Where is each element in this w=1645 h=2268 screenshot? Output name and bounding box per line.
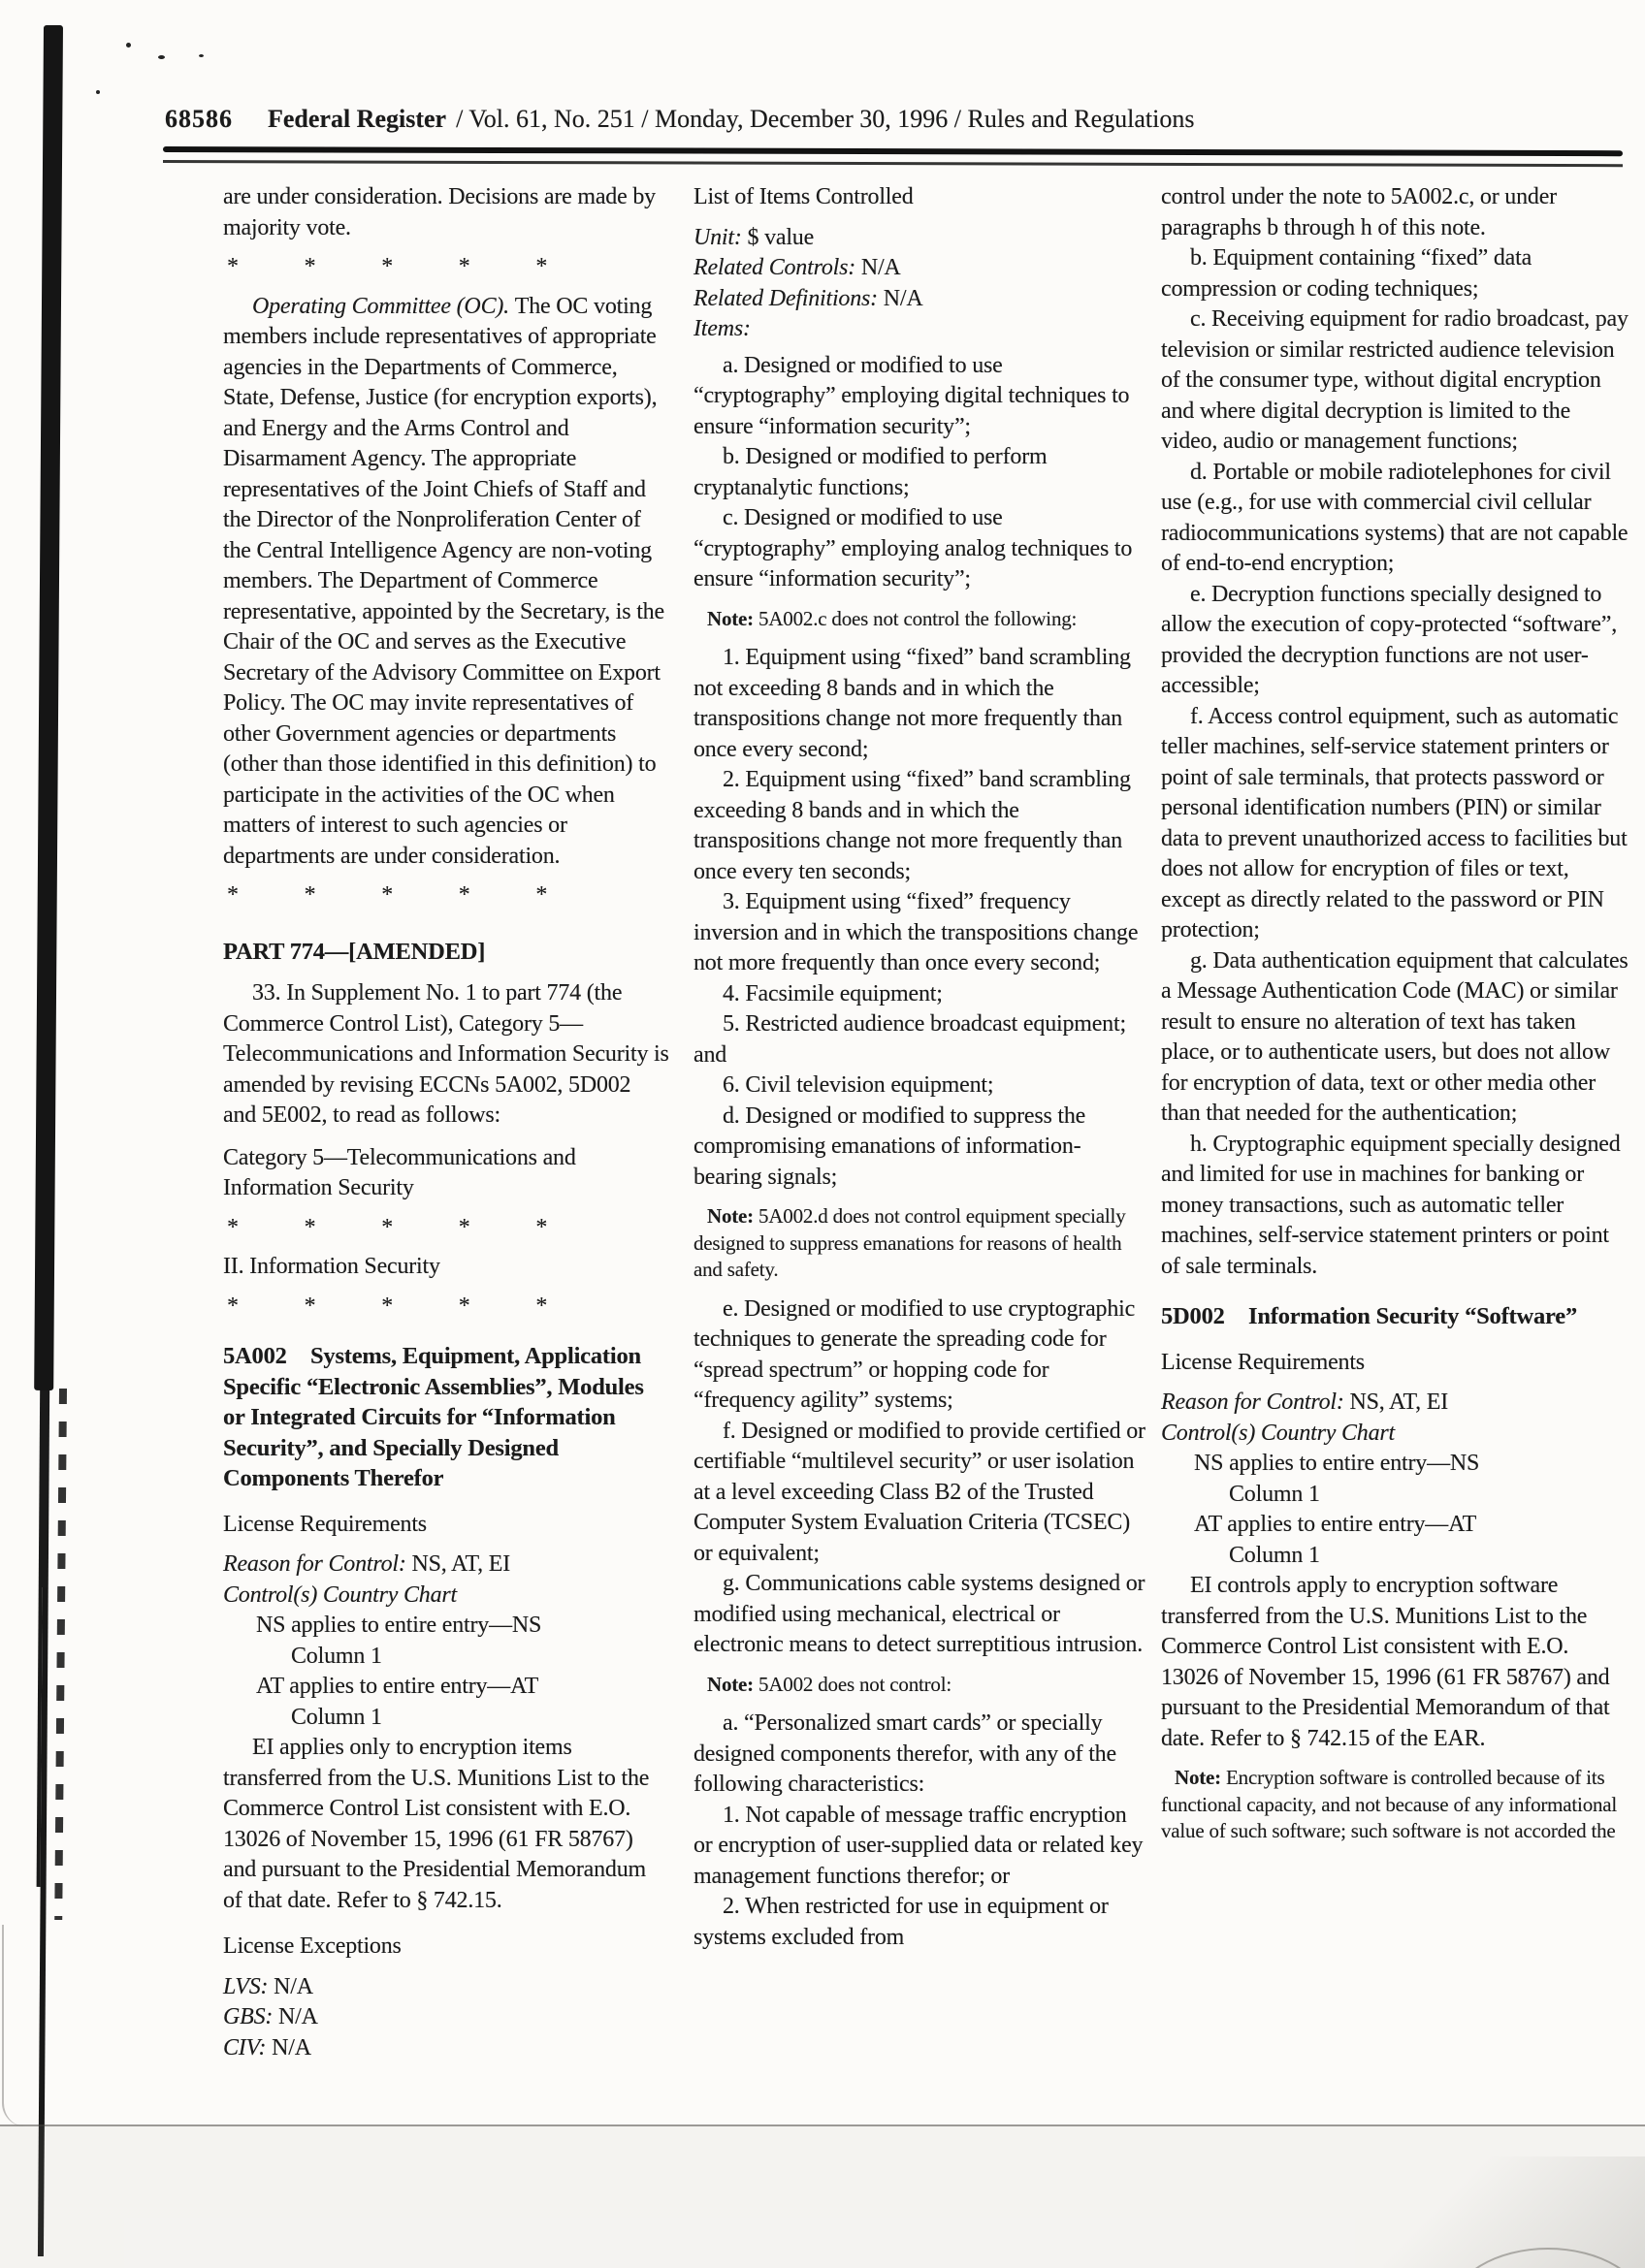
paragraph	[693, 314, 1147, 345]
text-run: Reason for Control:	[223, 1551, 412, 1577]
paragraph	[693, 1294, 1147, 1417]
text-run: CIV:	[223, 2034, 273, 2060]
text-run: N/A	[274, 1973, 313, 1999]
text-run: c. Designed or modified to use “cryptography” employing analog techniques to ensure “information security”;	[693, 505, 1133, 591]
text-run: GBS:	[223, 2004, 278, 2029]
text-run: Note:	[707, 1672, 759, 1696]
paragraph	[693, 1070, 1147, 1102]
paragraph	[223, 292, 669, 873]
paragraph	[1161, 1571, 1629, 1754]
paragraph	[1161, 304, 1629, 458]
text-run: Unit:	[693, 224, 748, 250]
header-rule-thin	[163, 160, 1623, 167]
paragraph	[1161, 1419, 1629, 1450]
text-run: PART 774—[AMENDED]	[223, 938, 486, 965]
text-run: d. Designed or modified to suppress the compromising emanations of information-bearing signals;	[693, 1102, 1086, 1190]
text-run: $ value	[747, 224, 815, 250]
paragraph	[1161, 243, 1629, 304]
text-run: Related Definitions:	[693, 285, 884, 311]
paragraph	[693, 1417, 1147, 1570]
text-run: e. Designed or modified to use cryptographic techniques to generate the spreading code for “spread spectrum” or hopping code for “frequency agility” systems;	[693, 1295, 1136, 1413]
column-1	[223, 182, 669, 2063]
text-run: AT applies to entire entry—AT	[1194, 1512, 1477, 1537]
text-run: 5A002.c does not control the following:	[758, 606, 1078, 630]
text-run: Operating Committee (OC).	[252, 293, 515, 319]
text-run: List of Items Controlled	[693, 184, 914, 209]
text-run: are under consideration. Decisions are made by majority vote.	[223, 184, 656, 240]
text-run: II. Information Security	[223, 1254, 440, 1279]
star-separator	[227, 252, 669, 283]
header-citation: / Vol. 61, No. 251 / Monday, December 30, 1996 / Rules and Regulations	[456, 105, 1195, 133]
text-run: * * * * *	[227, 882, 548, 908]
ink-speck	[158, 55, 165, 59]
paragraph	[223, 1549, 669, 1581]
text-run: * * * * *	[227, 254, 548, 279]
text-run: Related Controls:	[693, 255, 861, 280]
paragraph	[223, 1932, 669, 1963]
paragraph	[223, 1733, 669, 1916]
paragraph	[223, 2033, 669, 2064]
paragraph	[223, 1972, 669, 2003]
paragraph	[1229, 1480, 1629, 1511]
text-run: Note:	[707, 1204, 759, 1228]
paragraph	[693, 442, 1147, 503]
paragraph	[693, 503, 1147, 595]
note-paragraph	[1161, 1765, 1629, 1845]
column-3	[1161, 182, 1629, 1856]
note-paragraph	[693, 606, 1147, 633]
paragraph	[693, 1569, 1147, 1661]
text-run: Encryption software is controlled because of its functional capacity, and not because of any informational value of such software; such software is not accorded the	[1161, 1766, 1618, 1842]
heading	[1161, 1301, 1629, 1332]
text-run: N/A	[860, 255, 901, 280]
text-run: 5A002 does not control:	[758, 1672, 952, 1696]
paragraph	[223, 1143, 669, 1204]
star-separator	[227, 1213, 669, 1244]
text-run: 2. When restricted for use in equipment or systems excluded from	[693, 1894, 1109, 1950]
journal-title: Federal Register	[268, 105, 447, 133]
paragraph	[1194, 1449, 1629, 1480]
text-run: Control(s) Country Chart	[223, 1581, 458, 1608]
text-run: 2. Equipment using “fixed” band scrambling exceeding 8 bands and in which the transpositions change not more frequently than once every ten seconds;	[693, 767, 1131, 884]
paragraph	[256, 1611, 669, 1642]
text-run: NS applies to entire entry—NS	[256, 1613, 542, 1638]
text-run: * * * * *	[227, 1293, 548, 1319]
text-run: control under the note to 5A002.c, or under paragraphs b through h of this note.	[1161, 184, 1557, 240]
paragraph	[693, 223, 1147, 254]
text-run: a. “Personalized smart cards” or specially designed components therefor, with any of the following characteristics:	[693, 1710, 1116, 1797]
text-run: e. Decryption functions specially designed to allow the execution of copy-protected “software”, provided the decryption functions are not user-accessible;	[1161, 581, 1617, 698]
text-run: License Exceptions	[223, 1933, 402, 1959]
note-paragraph	[693, 1203, 1147, 1284]
paragraph	[693, 284, 1147, 315]
page-number: 68586	[165, 105, 233, 133]
paragraph	[693, 887, 1147, 979]
text-run: EI applies only to encryption items transferred from the U.S. Munitions List to the Commerce Control List consistent with E.O. 13026 of November 15, 1996 (61 FR 58767) and pursuant to the Presidential Memorandum of that date. Refer to § 742.15.	[223, 1735, 650, 1913]
paragraph	[1161, 946, 1629, 1130]
paragraph	[291, 1642, 669, 1673]
paragraph	[1229, 1541, 1629, 1572]
heading	[223, 937, 669, 968]
text-run: LVS:	[223, 1973, 274, 1999]
text-run: AT applies to entire entry—AT	[256, 1674, 539, 1699]
paragraph	[1161, 1130, 1629, 1283]
text-run: b. Equipment containing “fixed” data compression or coding techniques;	[1161, 245, 1532, 302]
text-run: 6. Civil television equipment;	[723, 1072, 994, 1098]
text-run: g. Communications cable systems designed or modified using mechanical, electrical or electronic means to detect surreptitious intrusion.	[693, 1571, 1145, 1657]
note-paragraph	[693, 1672, 1147, 1699]
paragraph	[1161, 580, 1629, 702]
text-run: The OC voting members include representatives of appropriate agencies in the Departments of Commerce, State, Defense, Justice (for encryption exports), and Energy and the Arms Control and Disarmament Agency. The appropriate representatives of the Joint Chiefs of Staff and the Director of the Nonproliferation Center of the Central Intelligence Agency are non-voting members. The Department of Commerce representative, appointed by the Secretary, is the Chair of the OC and serves as the Executive Secretary of the Advisory Committee on Export Policy. The OC may invite representatives of other Government agencies or departments (other than those identified in this definition) to participate in the activities of the OC when matters of interest to such agencies or departments are under consideration.	[223, 293, 664, 869]
text-run: 5A002.d does not control equipment specially designed to suppress emanations for reasons of health and safety.	[693, 1204, 1126, 1281]
text-run: 33. In Supplement No. 1 to part 774 (the Commerce Control List), Category 5—Telecommunications and Information Security is amended by revising ECCNs 5A002, 5D002 and 5E002, to read as follows:	[223, 980, 669, 1128]
ink-speck	[96, 90, 100, 94]
header-rule-thick	[163, 146, 1623, 156]
text-run: Column 1	[1229, 1481, 1320, 1507]
text-run: 3. Equipment using “fixed” frequency inversion and in which the transpositions change not more frequently than once every second;	[693, 889, 1139, 975]
paragraph	[1161, 1348, 1629, 1379]
paragraph	[693, 1009, 1147, 1070]
paragraph	[693, 1102, 1147, 1194]
text-run: 1. Not capable of message traffic encryption or encryption of user-supplied data or related key management functions therefor; or	[693, 1802, 1144, 1889]
paragraph	[1194, 1510, 1629, 1541]
text-run: N/A	[272, 2034, 311, 2060]
text-run: d. Portable or mobile radiotelephones for civil use (e.g., for use with commercial civil cellular radiocommunications systems) that are not capable of end-to-end encryption;	[1161, 459, 1629, 576]
page-edge-left-artifact	[2, 1925, 33, 2126]
paragraph	[693, 253, 1147, 284]
text-run: Note:	[1175, 1766, 1227, 1789]
text-run: Column 1	[291, 1704, 382, 1730]
ink-speck	[126, 43, 131, 48]
text-run: f. Designed or modified to provide certified or certifiable “multilevel security” or user isolation at a level exceeding Class B2 of the Trusted Computer System Evaluation Criteria (TCSEC) or equivalent;	[693, 1418, 1145, 1566]
text-run: Column 1	[291, 1643, 382, 1669]
text-run: b. Designed or modified to perform cryptanalytic functions;	[693, 444, 1048, 500]
paragraph	[1161, 1388, 1629, 1419]
text-run: g. Data authentication equipment that calculates a Message Authentication Code (MAC) or similar result to ensure no alteration of text has taken place, or to authenticate users, but does not allow for encryption of data, text or other media other than that needed for the authentication;	[1161, 947, 1629, 1126]
paragraph	[693, 1892, 1147, 1953]
text-run: 5A002 Systems, Equipment, Application Specific “Electronic Assemblies”, Modules or Integrated Circuits for “Information Security”, and Specially Designed Components Therefor	[223, 1343, 644, 1491]
text-run: License Requirements	[1161, 1349, 1365, 1375]
scan-binding-artifact	[34, 25, 63, 1390]
text-run: Note:	[707, 606, 759, 630]
text-run: N/A	[278, 2004, 318, 2029]
text-run: NS, AT, EI	[1349, 1390, 1449, 1415]
star-separator	[227, 880, 669, 911]
text-run: NS applies to entire entry—NS	[1194, 1451, 1480, 1476]
text-run: EI controls apply to encryption software transferred from the U.S. Munitions List to the Commerce Control List consistent with E.O. 13026 of November 15, 1996 (61 FR 58767) and pursuant to the Presidential Memorandum of that date. Refer to § 742.15 of the EAR.	[1161, 1573, 1610, 1751]
paragraph	[256, 1672, 669, 1703]
text-run: License Requirements	[223, 1511, 427, 1537]
paragraph	[693, 765, 1147, 887]
paragraph	[693, 643, 1147, 765]
scan-binding-dashes-artifact	[54, 1389, 67, 1920]
text-run: Control(s) Country Chart	[1161, 1420, 1396, 1446]
paragraph	[223, 182, 669, 243]
star-separator	[227, 1292, 669, 1323]
text-run: a. Designed or modified to use “cryptography” employing digital techniques to ensure “information security”;	[693, 352, 1130, 439]
page-header	[165, 105, 1523, 134]
text-run: N/A	[883, 285, 923, 311]
paragraph	[693, 1709, 1147, 1801]
paragraph	[693, 351, 1147, 443]
text-run: c. Receiving equipment for radio broadcast, pay television or similar restricted audience television of the consumer type, without digital encryption and where digital decryption is limited to the video, audio or management functions;	[1161, 306, 1629, 454]
column-2	[693, 182, 1147, 1953]
paragraph	[291, 1703, 669, 1734]
ink-speck	[199, 54, 204, 57]
paragraph	[693, 979, 1147, 1010]
paragraph	[223, 1252, 669, 1283]
heading	[223, 1341, 669, 1494]
paragraph	[693, 1801, 1147, 1893]
text-run: 5. Restricted audience broadcast equipment; and	[693, 1011, 1126, 1068]
text-run: Category 5—Telecommunications and Information Security	[223, 1144, 576, 1200]
paragraph	[1161, 702, 1629, 946]
paragraph	[1161, 182, 1629, 243]
paragraph	[223, 2002, 669, 2033]
paragraph	[223, 1510, 669, 1541]
paragraph	[1161, 458, 1629, 580]
text-run: * * * * *	[227, 1214, 548, 1240]
text-run: h. Cryptographic equipment specially designed and limited for use in machines for banking or money transactions, such as automatic teller machines, self-service statement printers or point of sale terminals.	[1161, 1131, 1621, 1279]
text-run: f. Access control equipment, such as automatic teller machines, self-service statement printers or point of sale terminals, that protects password or personal identification numbers (PIN) or similar data to prevent unauthorized access to facilities but does not allow for encryption of files or text, except as directly related to the password or PIN protection;	[1161, 703, 1628, 942]
paragraph	[223, 1581, 669, 1612]
text-run: 5D002 Information Security “Software”	[1161, 1303, 1578, 1329]
text-run: Column 1	[1229, 1542, 1320, 1568]
paragraph	[693, 182, 1147, 213]
text-run: Reason for Control:	[1161, 1390, 1350, 1415]
text-run: NS, AT, EI	[411, 1551, 511, 1577]
text-run: 4. Facsimile equipment;	[723, 980, 943, 1006]
paragraph	[223, 978, 669, 1132]
text-run: 1. Equipment using “fixed” band scrambling not exceeding 8 bands and in which the transpositions change not more frequently than once every second;	[693, 645, 1131, 762]
text-run: Items:	[693, 316, 751, 341]
